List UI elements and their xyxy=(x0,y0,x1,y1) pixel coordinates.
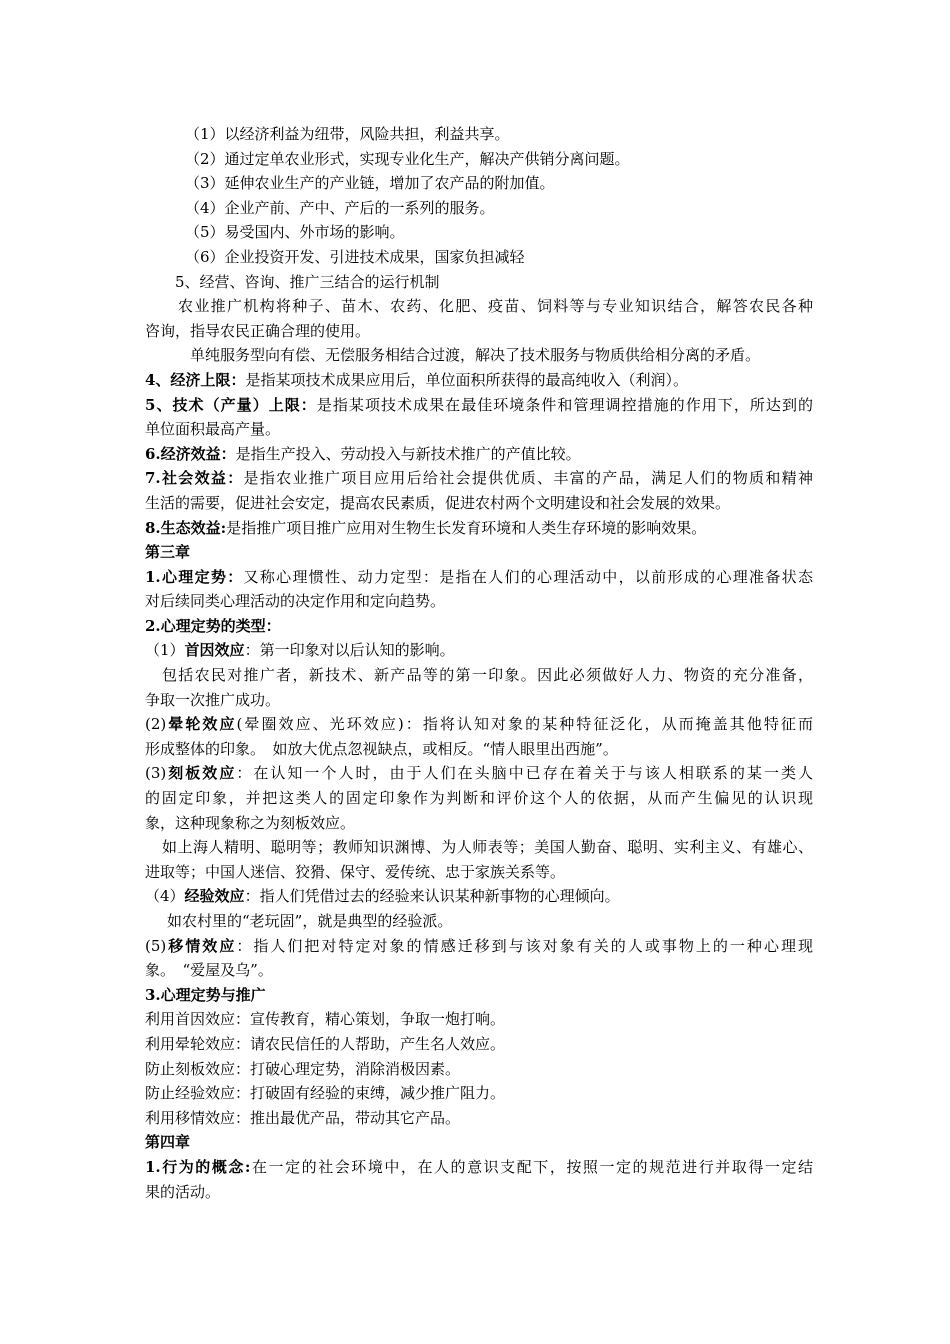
definition-text: 在一定的社会环境中，在人的意识支配下，按照一定的规范进行并取得一定结 xyxy=(250,1157,813,1176)
term: 1.行为的概念: xyxy=(145,1157,251,1176)
item-number: （4） xyxy=(145,887,185,906)
definition-economic-limit xyxy=(145,368,813,393)
definition-mental-set xyxy=(145,565,813,590)
term: 刻板效应 xyxy=(166,764,237,783)
list-item: （4）企业产前、产中、产后的一系列的服务。 xyxy=(185,198,495,217)
item-number: (2) xyxy=(145,715,167,734)
item-number: （1） xyxy=(145,641,185,660)
term: 移情效应 xyxy=(166,936,237,955)
document-body xyxy=(145,122,813,1204)
example-line: 如农村里的“老玩固”，就是典型的经验派。 xyxy=(167,912,453,930)
definition-text: ：指人们凭借过去的经验来认识某种新事物的心理倾向。 xyxy=(244,887,620,906)
paragraph-line: 果的活动。 xyxy=(145,1182,221,1201)
list-item: （1）以经济利益为纽带，风险共担，利益共享。 xyxy=(185,125,510,143)
type-empathy-effect xyxy=(145,934,813,959)
type-primacy-effect xyxy=(145,638,813,663)
term: 5、技术（产量）上限： xyxy=(145,395,317,414)
section-heading: 5、经营、咨询、推广三结合的运行机制 xyxy=(175,272,440,291)
example-line: 进取等；中国人迷信、狡猾、保守、爱传统、忠于家族关系等。 xyxy=(145,862,566,881)
list-item: （6）企业投资开发、引进技术成果，国家负担减轻 xyxy=(185,247,525,266)
definition-text: 又称心理惯性、动力定型：是指在人们的心理活动中，以前形成的心理准备状态 xyxy=(243,567,813,586)
list-item: （2）通过定单农业形式，实现专业化生产，解决产供销分离问题。 xyxy=(185,149,630,168)
definition-text: (晕圈效应、光环效应)：指将认知对象的某种特征泛化，从而掩盖其他特征而 xyxy=(236,715,813,734)
definition-text: 是指某项技术成果在最佳环境条件和管理调控措施的作用下，所达到的 xyxy=(316,395,813,414)
item-number: (3) xyxy=(145,764,167,783)
definition-text: ：在认知一个人时，由于人们在头脑中已存在着关于与该人相联系的某一类人 xyxy=(236,764,813,783)
list-item: 利用首因效应：宣传教育，精心策划，争取一炮打响。 xyxy=(145,1010,506,1029)
chapter-heading: 第四章 xyxy=(145,1133,191,1152)
term: 晕轮效应 xyxy=(166,715,237,734)
list-item: （5）易受国内、外市场的影响。 xyxy=(185,223,405,242)
type-stereotype-effect xyxy=(145,761,813,786)
example-line: 包括农民对推广者，新技术、新产品等的第一印象。因此必须做好人力、物资的充分准备， xyxy=(162,666,813,685)
paragraph-line: 单纯服务型向有偿、无偿服务相结合过渡，解决了技术服务与物质供给相分离的矛盾。 xyxy=(190,346,761,365)
list-item: 利用移情效应：推出最优产品，带动其它产品。 xyxy=(145,1108,461,1127)
subsection-heading: 2.心理定势的类型： xyxy=(145,616,281,635)
definition-text: 是指生产投入、劳动投入与新技术推广的产值比较。 xyxy=(235,444,581,463)
term: 经验效应 xyxy=(184,887,245,906)
definition-economic-benefit xyxy=(145,442,813,467)
term: 7.社会效益： xyxy=(145,469,244,488)
list-item: 防止经验效应：打破固有经验的束缚，减少推广阻力。 xyxy=(145,1084,506,1103)
paragraph-line: 的固定印象，并把这类人的固定印象作为判断和评价这个人的依据，从而产生偏见的认识现 xyxy=(145,789,813,808)
paragraph-line: 咨询，指导农民正确合理的使用。 xyxy=(145,321,371,340)
definition-text: ：第一印象对以后认知的影响。 xyxy=(244,641,455,660)
paragraph-line: 单位面积最高产量。 xyxy=(145,420,281,439)
definition-text: 是指某项技术成果应用后，单位面积所获得的最高纯收入（利润）。 xyxy=(245,370,688,389)
type-experience-effect xyxy=(145,884,813,909)
definition-behavior xyxy=(145,1155,813,1180)
paragraph-line: 形成整体的印象。 如放大优点忽视缺点，或相反。“情人眼里出西施”。 xyxy=(145,739,618,758)
chapter-heading: 第三章 xyxy=(145,543,191,562)
example-line: 争取一次推广成功。 xyxy=(145,690,281,709)
term: 首因效应 xyxy=(184,641,245,660)
paragraph-line: 生活的需要，促进社会安定，提高农民素质，促进农村两个文明建设和社会发展的效果。 xyxy=(145,493,731,512)
subsection-heading: 3.心理定势与推广 xyxy=(145,985,266,1004)
paragraph-line: 象。 “爱屋及乌”。 xyxy=(145,961,273,980)
paragraph-line: 对后续同类心理活动的决定作用和定向趋势。 xyxy=(145,592,446,611)
list-item: 防止刻板效应：打破心理定势，消除消极因素。 xyxy=(145,1059,461,1078)
term: 8.生态效益: xyxy=(145,518,227,537)
paragraph-line: 象，这种现象称之为刻板效应。 xyxy=(145,813,356,832)
example-line: 如上海人精明、聪明等；教师知识渊博、为人师表等；美国人勤奋、聪明、实利主义、有雄心、 xyxy=(162,838,813,857)
paragraph-line: 农业推广机构将种子、苗木、农药、化肥、疫苗、饲料等与专业知识结合，解答农民各种 xyxy=(178,297,813,316)
term: 1.心理定势： xyxy=(145,567,244,586)
item-number: (5) xyxy=(145,936,167,955)
definition-ecological-benefit xyxy=(145,516,813,541)
definition-social-benefit xyxy=(145,466,813,491)
definition-text: 是指农业推广项目应用后给社会提供优质、丰富的产品，满足人们的物质和精神 xyxy=(243,469,813,488)
definition-text: ：指人们把对特定对象的情感迁移到与该对象有关的人或事物上的一种心理现 xyxy=(236,936,813,955)
term: 6.经济效益： xyxy=(145,444,236,463)
type-halo-effect xyxy=(145,712,813,737)
list-item: （3）延伸农业生产的产业链，增加了农产品的附加值。 xyxy=(185,174,555,193)
list-item: 利用晕轮效应：请农民信任的人帮助，产生名人效应。 xyxy=(145,1034,506,1053)
definition-technical-limit xyxy=(145,393,813,418)
definition-text: 是指推广项目推广应用对生物生长发育环境和人类生存环境的影响效果。 xyxy=(226,518,707,537)
term: 4、经济上限： xyxy=(145,370,246,389)
